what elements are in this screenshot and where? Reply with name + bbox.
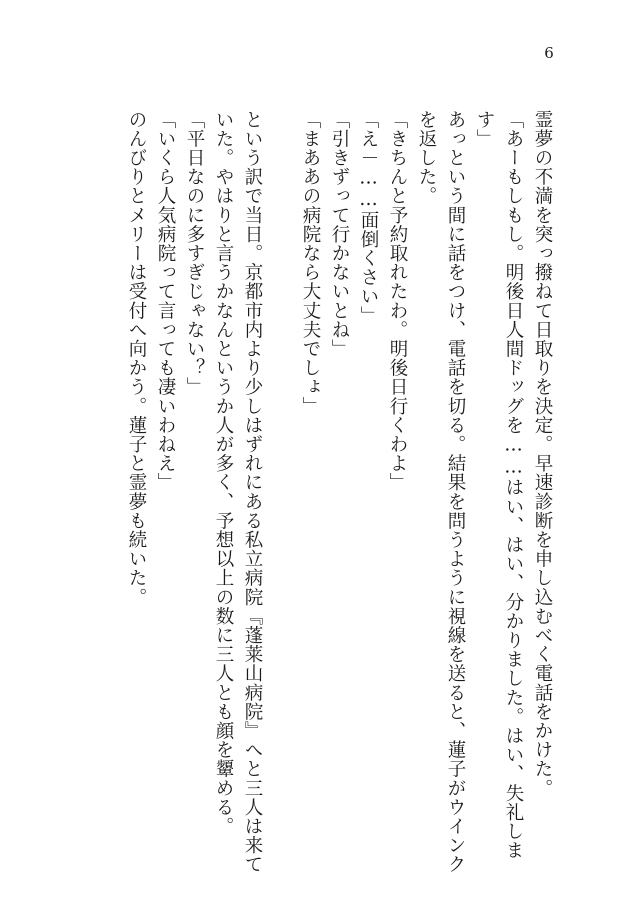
text-column-9: 「まああの病院なら大丈夫でしょ」	[300, 110, 321, 416]
text-column-6: 「きちんと予約取れたわ。明後日行くわよ」	[387, 110, 408, 492]
text-column-8: 「引きずって行かないとね」	[329, 110, 350, 359]
text-column-13: 「いくら人気病院って言っても凄いわねえ」	[155, 110, 176, 492]
text-column-3: す」	[474, 110, 495, 149]
text-column-5: を返した。	[416, 110, 437, 206]
text-column-4: あっという間に話をつけ、電話を切る。結果を問うように視線を送ると、蓮子がウインク	[445, 110, 466, 874]
text-column-7: 「え－……面倒くさい」	[358, 110, 379, 326]
text-column-11: いた。やはりと言うかなんというか人が多く、予想以上の数に三人とも顔を顰める。	[213, 110, 234, 836]
text-column-1: 霊夢の不満を突っ撥ねて日取りを決定。早速診断を申し込むべく電話をかけた。	[532, 110, 553, 798]
text-column-10: という訳で当日。京都市内より少しはずれにある私立病院『蓬莱山病院』へと三人は来て	[242, 110, 263, 874]
text-column-14: のんびりとメリーは受付へ向かう。蓮子と霊夢も続いた。	[126, 110, 147, 607]
text-column-12: 「平日なのに多すぎじゃない？」	[184, 110, 205, 397]
text-column-2: 「あーもしもし。明後日人間ドッグを……はい、はい、分かりました。はい、失礼しま	[503, 110, 524, 860]
page-number: 6	[544, 44, 554, 62]
